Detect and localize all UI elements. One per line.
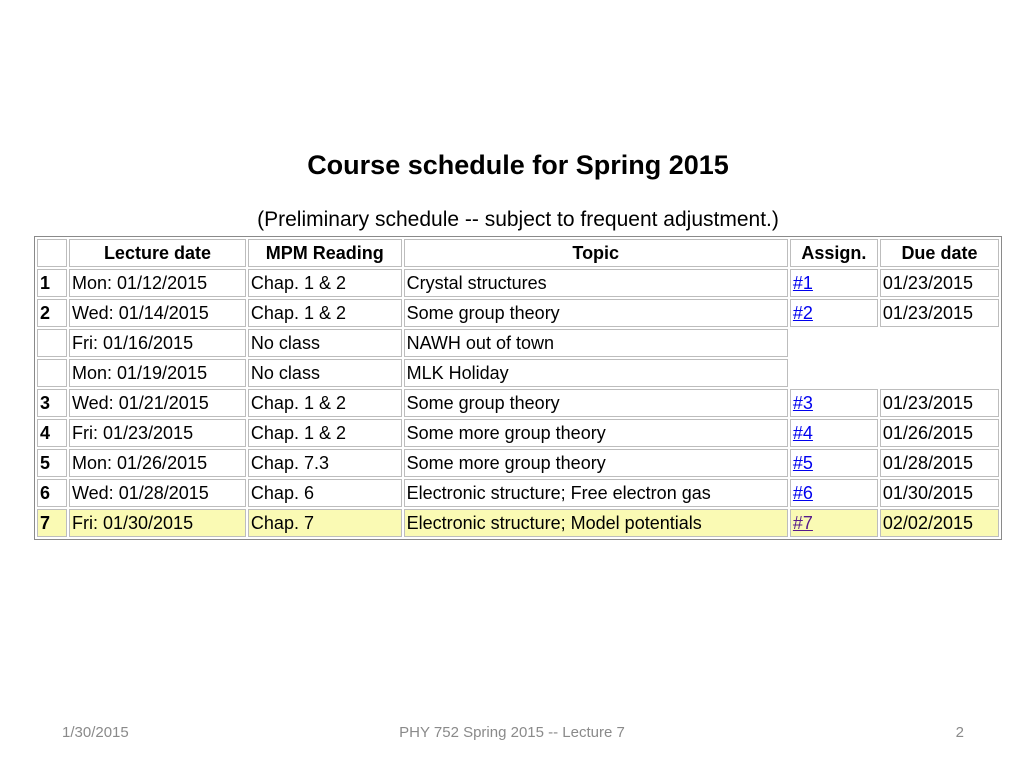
topic: Crystal structures [404,269,788,297]
row-number [37,359,67,387]
table-row [37,329,999,357]
topic: Electronic structure; Free electron gas [404,479,788,507]
lecture-date: Mon: 01/12/2015 [69,269,246,297]
reading: Chap. 1 & 2 [248,419,402,447]
lecture-date: Fri: 01/16/2015 [69,329,246,357]
reading: Chap. 1 & 2 [248,299,402,327]
footer-date: 1/30/2015 [62,724,129,741]
lecture-date: Wed: 01/14/2015 [69,299,246,327]
due-date: 01/23/2015 [880,299,999,327]
lecture-date: Wed: 01/21/2015 [69,389,246,417]
reading: Chap. 7.3 [248,449,402,477]
topic: NAWH out of town [404,329,788,357]
due-date: 01/28/2015 [880,449,999,477]
lecture-date: Fri: 01/23/2015 [69,419,246,447]
header-due-date: Due date [880,239,999,267]
table-row [37,299,999,327]
header-lecture-date: Lecture date [69,239,246,267]
topic: Some group theory [404,299,788,327]
assign-link[interactable]: #6 [792,482,813,503]
assign-link[interactable]: #1 [792,272,813,293]
assign-link[interactable]: #3 [792,392,813,413]
table-row [37,269,999,297]
slide-subtitle: (Preliminary schedule -- subject to frequent adjustment.) [257,208,779,231]
table-row [37,389,999,417]
topic: MLK Holiday [404,359,788,387]
footer-course: PHY 752 Spring 2015 -- Lecture 7 [399,724,625,741]
due-date: 01/26/2015 [880,419,999,447]
lecture-date: Wed: 01/28/2015 [69,479,246,507]
schedule-table [34,236,1002,540]
lecture-date: Fri: 01/30/2015 [69,509,246,537]
assign-cell [790,449,878,477]
assign-cell [790,389,878,417]
topic: Some more group theory [404,419,788,447]
reading: Chap. 1 & 2 [248,389,402,417]
header-row [37,239,999,267]
due-date: 01/30/2015 [880,479,999,507]
topic: Some more group theory [404,449,788,477]
lecture-date: Mon: 01/26/2015 [69,449,246,477]
assign-cell [790,479,878,507]
row-number: 2 [37,299,67,327]
assign-cell [790,419,878,447]
reading: Chap. 6 [248,479,402,507]
no-assignment-gap [790,329,999,387]
lecture-date: Mon: 01/19/2015 [69,359,246,387]
row-number: 6 [37,479,67,507]
row-number: 4 [37,419,67,447]
header-blank [37,239,67,267]
topic: Some group theory [404,389,788,417]
footer-page-number: 2 [955,724,964,741]
row-number: 5 [37,449,67,477]
header-mpm-reading: MPM Reading [248,239,402,267]
assign-cell [790,299,878,327]
reading: Chap. 7 [248,509,402,537]
due-date: 01/23/2015 [880,269,999,297]
table-row [37,479,999,507]
row-number: 3 [37,389,67,417]
assign-link[interactable]: #4 [792,422,813,443]
due-date: 02/02/2015 [880,509,999,537]
assign-link[interactable]: #5 [792,452,813,473]
topic: Electronic structure; Model potentials [404,509,788,537]
assign-cell [790,269,878,297]
reading: No class [248,329,402,357]
header-assign: Assign. [790,239,878,267]
assign-link[interactable]: #7 [792,512,813,533]
reading: No class [248,359,402,387]
row-number: 7 [37,509,67,537]
reading: Chap. 1 & 2 [248,269,402,297]
row-number: 1 [37,269,67,297]
row-number [37,329,67,357]
due-date: 01/23/2015 [880,389,999,417]
table-row [37,449,999,477]
header-topic: Topic [404,239,788,267]
table-row-current [37,509,999,537]
assign-cell [790,509,878,537]
slide-title: Course schedule for Spring 2015 [307,150,729,180]
assign-link[interactable]: #2 [792,302,813,323]
table-row [37,419,999,447]
